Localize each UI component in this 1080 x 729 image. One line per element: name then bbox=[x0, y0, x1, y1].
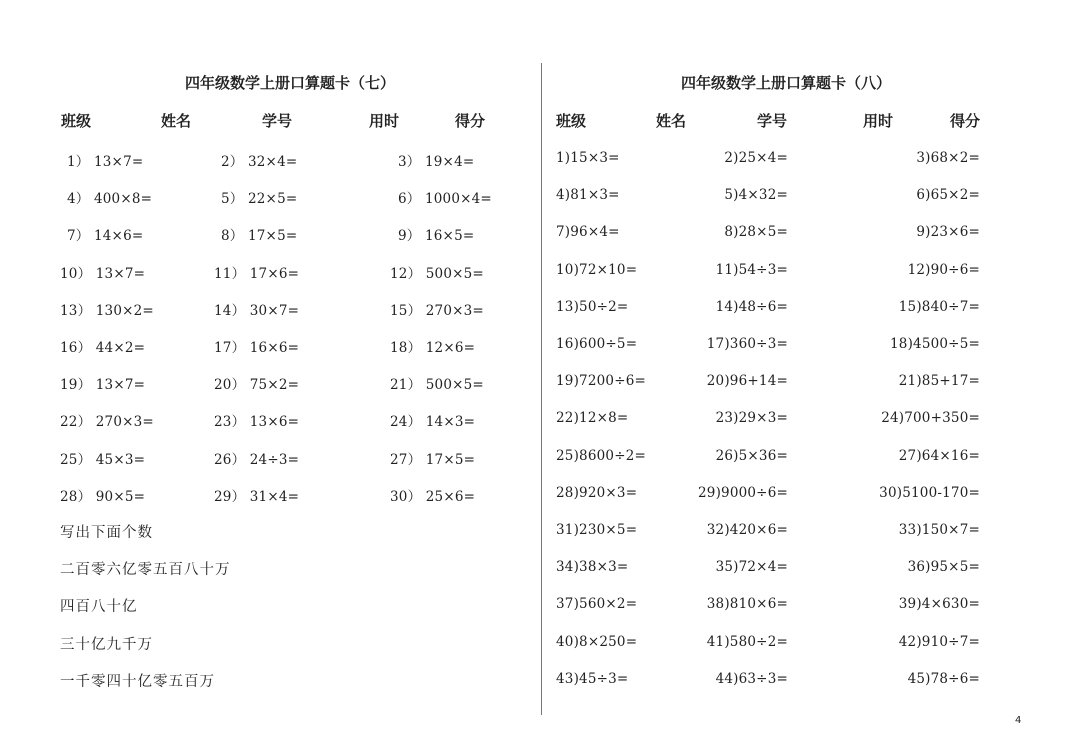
chinese-number-item: 四百八十亿 bbox=[60, 599, 138, 616]
problem-item: 18） 12×6= bbox=[390, 340, 476, 356]
problem-item: 26） 24÷3= bbox=[214, 451, 300, 468]
problem-item: 1） 13×7= bbox=[67, 154, 144, 170]
problem-item: 43)45÷3= bbox=[556, 670, 629, 687]
class-label: 班级 bbox=[61, 112, 92, 130]
problem-item: 4） 400×8= bbox=[67, 191, 153, 208]
problem-item: 32)420×6= bbox=[706, 522, 788, 538]
problem-item: 40)8×250= bbox=[556, 633, 638, 650]
problem-item: 24)700+350= bbox=[881, 410, 980, 427]
problem-item: 5） 22×5= bbox=[221, 191, 298, 208]
card-eight-title: 四年级数学上册口算题卡（八） bbox=[681, 74, 892, 92]
problem-item: 20） 75×2= bbox=[214, 377, 300, 394]
problem-item: 6)65×2= bbox=[916, 187, 980, 204]
problem-item: 6） 1000×4= bbox=[398, 191, 492, 208]
problem-item: 8)28×5= bbox=[724, 224, 788, 241]
problem-item: 19） 13×7= bbox=[60, 377, 146, 394]
score-label: 得分 bbox=[455, 112, 486, 130]
card-eight bbox=[542, 0, 1080, 729]
problem-item: 45)78÷6= bbox=[907, 670, 980, 687]
problem-item: 2） 32×4= bbox=[221, 154, 298, 170]
problem-item: 20)96+14= bbox=[706, 373, 788, 390]
problem-item: 23） 13×6= bbox=[214, 414, 300, 431]
problem-item: 2)25×4= bbox=[724, 150, 788, 166]
problem-item: 9)23×6= bbox=[916, 224, 980, 241]
problem-item: 28)920×3= bbox=[556, 484, 638, 501]
problem-item: 19)7200÷6= bbox=[556, 373, 647, 390]
problem-item: 35)72×4= bbox=[715, 559, 788, 576]
problem-item: 3)68×2= bbox=[916, 150, 980, 166]
problem-item: 4)81×3= bbox=[556, 187, 620, 204]
problem-item: 30)5100-170= bbox=[879, 484, 980, 501]
problem-item: 3） 19×4= bbox=[398, 154, 475, 170]
problem-item: 14） 30×7= bbox=[214, 302, 300, 319]
problem-item: 1)15×3= bbox=[556, 150, 620, 166]
problem-item: 17） 16×6= bbox=[214, 340, 300, 356]
problem-item: 21)85+17= bbox=[898, 373, 980, 390]
card-seven-title: 四年级数学上册口算题卡（七） bbox=[185, 74, 396, 92]
problem-item: 13)50÷2= bbox=[556, 298, 629, 315]
problem-item: 8） 17×5= bbox=[221, 228, 298, 245]
problem-item: 34)38×3= bbox=[556, 559, 629, 576]
name-label: 姓名 bbox=[161, 112, 192, 130]
problem-item: 17)360÷3= bbox=[706, 336, 788, 352]
problem-item: 14)48÷6= bbox=[715, 298, 788, 315]
problem-item: 37)560×2= bbox=[556, 596, 638, 613]
problem-item: 7） 14×6= bbox=[67, 228, 144, 245]
time-used-label: 用时 bbox=[369, 112, 400, 130]
problem-item: 22） 270×3= bbox=[60, 414, 154, 431]
problem-item: 25） 45×3= bbox=[60, 451, 146, 468]
problem-item: 13） 130×2= bbox=[60, 302, 154, 319]
problem-item: 38)810×6= bbox=[706, 596, 788, 613]
problem-item: 11） 17×6= bbox=[214, 265, 300, 282]
problem-item: 36)95×5= bbox=[907, 559, 980, 576]
problem-item: 28） 90×5= bbox=[60, 488, 146, 505]
problem-item: 7)96×4= bbox=[556, 224, 620, 241]
problem-item: 12） 500×5= bbox=[390, 265, 484, 282]
score-label: 得分 bbox=[950, 112, 981, 130]
problem-item: 12)90÷6= bbox=[907, 261, 980, 278]
write-numbers-heading: 写出下面个数 bbox=[60, 525, 153, 541]
problem-item: 22)12×8= bbox=[556, 410, 629, 427]
problem-item: 16)600÷5= bbox=[556, 336, 638, 352]
name-label: 姓名 bbox=[656, 112, 687, 130]
problem-item: 16） 44×2= bbox=[60, 340, 146, 356]
problem-item: 24） 14×3= bbox=[390, 414, 476, 431]
problem-item: 5)4×32= bbox=[724, 187, 788, 204]
class-label: 班级 bbox=[556, 112, 587, 130]
problem-item: 44)63÷3= bbox=[715, 670, 788, 687]
problem-item: 18)4500÷5= bbox=[889, 336, 980, 352]
problem-item: 42)910÷7= bbox=[898, 633, 980, 650]
problem-item: 31)230×5= bbox=[556, 522, 638, 538]
problem-item: 15)840÷7= bbox=[898, 298, 980, 315]
problem-item: 9） 16×5= bbox=[398, 228, 475, 245]
problem-item: 25)8600÷2= bbox=[556, 447, 647, 464]
problem-item: 10)72×10= bbox=[556, 261, 638, 278]
page-number: 4 bbox=[1015, 715, 1022, 726]
problem-item: 29） 31×4= bbox=[214, 488, 300, 505]
problem-item: 33)150×7= bbox=[898, 522, 980, 538]
problem-item: 27)64×16= bbox=[898, 447, 980, 464]
problem-item: 39)4×630= bbox=[898, 596, 980, 613]
student-number-label: 学号 bbox=[262, 112, 293, 130]
problem-item: 26)5×36= bbox=[715, 447, 788, 464]
chinese-number-item: 三十亿九千万 bbox=[60, 636, 153, 653]
problem-item: 11)54÷3= bbox=[715, 261, 788, 278]
problem-item: 41)580÷2= bbox=[706, 633, 788, 650]
problem-item: 27） 17×5= bbox=[390, 451, 476, 468]
problem-item: 23)29×3= bbox=[715, 410, 788, 427]
problem-item: 30） 25×6= bbox=[390, 488, 476, 505]
problem-item: 29)9000÷6= bbox=[697, 484, 788, 501]
chinese-number-item: 二百零六亿零五百八十万 bbox=[60, 562, 231, 579]
problem-item: 10） 13×7= bbox=[60, 265, 146, 282]
time-used-label: 用时 bbox=[863, 112, 894, 130]
problem-item: 15） 270×3= bbox=[390, 302, 484, 319]
chinese-number-item: 一千零四十亿零五百万 bbox=[60, 673, 215, 690]
problem-item: 21） 500×5= bbox=[390, 377, 484, 394]
student-number-label: 学号 bbox=[757, 112, 788, 130]
